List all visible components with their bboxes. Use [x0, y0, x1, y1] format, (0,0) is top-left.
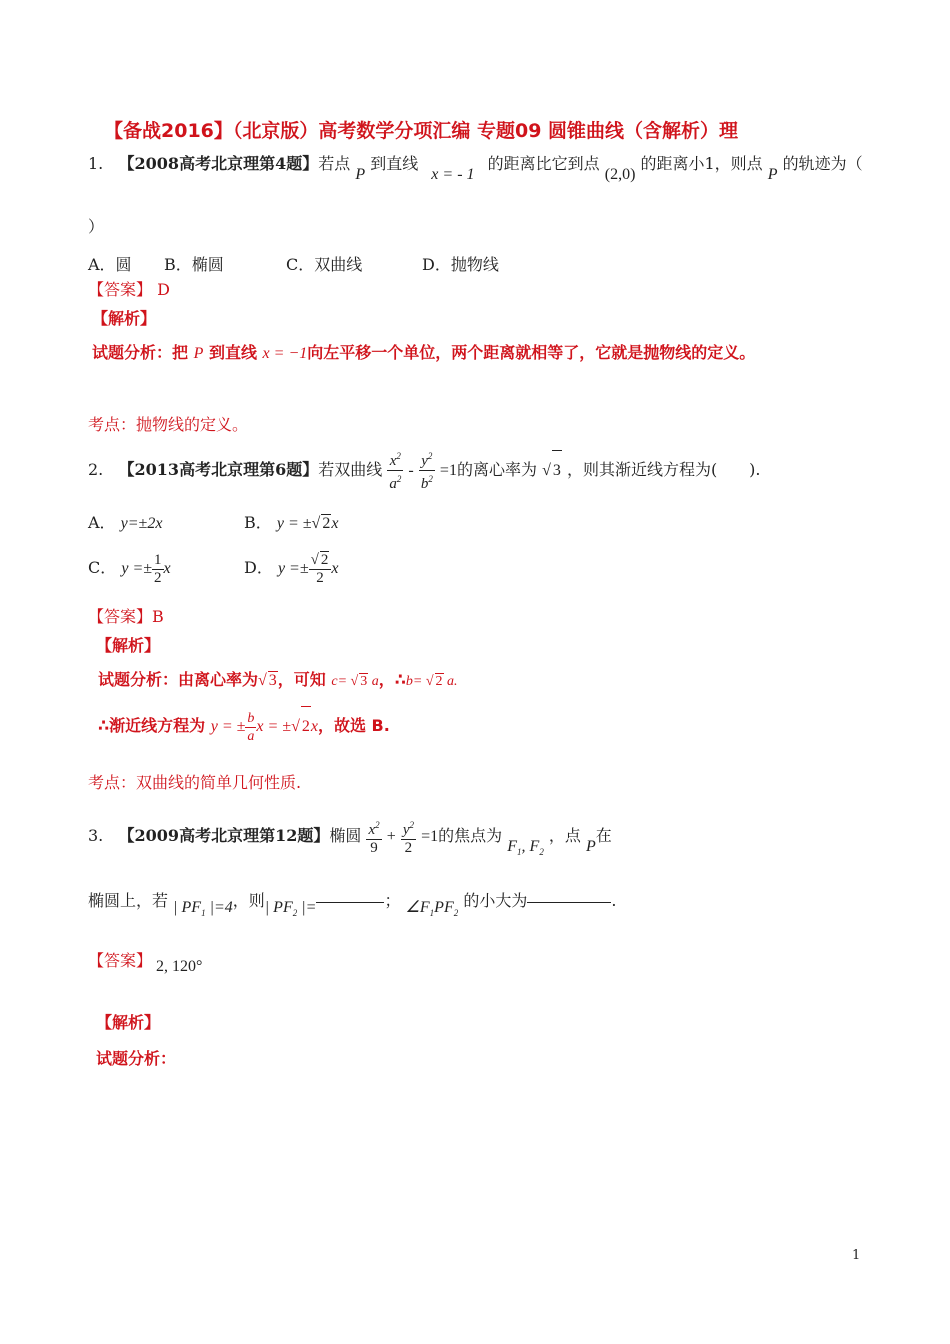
q2-answer-label: 【答案】: [88, 607, 153, 626]
q2-analysis-line1: [98, 667, 458, 690]
q2-option-d-label: D．: [244, 558, 273, 577]
q2-analysis-c-eq: c= √ 3 a: [331, 674, 379, 689]
q2-option-a: [88, 510, 162, 533]
q2-number: 2.: [88, 460, 104, 479]
q1-analysis-a: 试题分析：把: [92, 343, 189, 362]
q2-option-a-value: y=±2x: [120, 515, 163, 532]
q2-analysis-a: 试题分析：由离心率为: [98, 670, 259, 689]
q3-number: 3.: [88, 826, 104, 845]
q1-analysis: [92, 340, 755, 363]
q2-option-b-value: y = ±√ 2x: [276, 515, 339, 532]
q3-pf2-eq: | $PF_2$ |=: [264, 899, 317, 919]
q1-point: (2,0): [604, 166, 636, 183]
q2-option-c-label: C．: [88, 558, 117, 577]
q1-text-c: 的距离比它到点: [487, 154, 600, 173]
q1-var-p-2: P: [767, 166, 778, 183]
q2-sqrt3: √ 3: [542, 462, 562, 479]
q2-option-c: [88, 548, 171, 589]
q1-answer-label: 【答案】: [88, 280, 153, 299]
q2-equals-one: =1: [439, 462, 457, 479]
q3-text-h: 的小大为: [463, 891, 528, 910]
q2-text-c: ，则其渐近线方程为( ).: [566, 460, 761, 479]
q3-answer-value: 2, 120°: [156, 958, 203, 975]
q3-var-p: P: [586, 838, 596, 855]
q3-angle: $\angle F_1PF_2$: [405, 899, 459, 919]
q1-analysis-label: 【解析】: [92, 309, 157, 328]
q3-answer-label: 【答案】: [88, 951, 153, 970]
q3-plus: +: [386, 828, 396, 845]
q2-minus: -: [408, 462, 414, 479]
q3-source: 【2009高考北京理第12题】: [118, 826, 330, 845]
q2-option-b: [244, 510, 338, 533]
page-title: 【备战2016】（北京版）高考数学分项汇编 专题09 圆锥曲线（含解析）理: [104, 120, 739, 142]
q1-answer-value: D: [157, 280, 170, 299]
q3-text-a: 椭圆: [329, 826, 362, 845]
q2-option-b-label: B．: [244, 513, 272, 532]
q2-analysis-c: ，∴: [378, 670, 406, 689]
q1-analysis-c: x = −1: [262, 345, 308, 362]
q2-analysis-e: ，故选 B.: [317, 716, 390, 735]
q1-option-d: D．抛物线: [422, 255, 499, 274]
q1-number: 1.: [88, 154, 104, 173]
q1-analysis-p: P: [193, 345, 204, 362]
q3-blank-1[interactable]: [316, 901, 384, 903]
q3-frac-y2-2: $\frac{y^2}{2}$: [401, 817, 416, 857]
q1-close-paren: ）: [88, 217, 105, 236]
q2-analysis-d: ∴渐近线方程为: [98, 716, 206, 735]
q2-analysis-line2: [98, 706, 390, 747]
q3-text-b: 的焦点为: [438, 826, 503, 845]
q1-answer: [88, 277, 170, 300]
q1-text-a: 若点: [318, 154, 351, 173]
page-number: 1: [852, 1248, 861, 1263]
q1-source: 【2008高考北京理第4题】: [118, 154, 319, 173]
q3-pf1-eq: | $PF_1$ |=4: [173, 899, 233, 919]
q1-option-a: A．圆: [88, 255, 132, 274]
q3-line2: [88, 888, 616, 920]
q1-line: x = - 1: [431, 166, 475, 183]
q3-text-f: ，则: [232, 891, 265, 910]
q2-analysis-asymptote: y = ± $\frac{b}{a}$ x = ±√ 2x: [211, 718, 318, 735]
q3-analysis: 试题分析：: [96, 1049, 177, 1068]
q1-analysis-b: 到直线: [208, 343, 257, 362]
q3-analysis-label: 【解析】: [96, 1013, 161, 1032]
q1-text-b: 到直线: [370, 154, 419, 173]
question-2: [88, 448, 761, 493]
q3-foci: $F_1$, $F_2$: [507, 838, 544, 858]
q1-text-d: 的距离小1，则点: [640, 154, 763, 173]
q1-point-note: 考点：抛物线的定义。: [88, 415, 249, 434]
q1-text-e: 的轨迹为（: [782, 154, 863, 173]
q3-text-i: .: [611, 891, 617, 910]
q2-point-note: 考点：双曲线的简单几何性质.: [88, 773, 302, 792]
q2-text-b: 的离心率为: [456, 460, 537, 479]
q2-option-a-label: A．: [88, 513, 116, 532]
q3-text-e: 椭圆上，若: [88, 891, 169, 910]
q3-blank-2[interactable]: [527, 901, 611, 903]
q2-option-d: [244, 548, 338, 589]
q2-analysis-b: ，可知: [277, 670, 326, 689]
q2-option-d-value: y =± $\frac{√ 2}{2}$ x: [277, 552, 339, 587]
q1-option-b: B．椭圆: [164, 255, 224, 274]
q2-frac-y2-b2: $\frac{y^2}{b^2}$: [419, 448, 435, 493]
q2-source: 【2013高考北京理第6题】: [118, 460, 319, 479]
q3-text-g: ；: [384, 891, 401, 910]
question-3: [88, 816, 612, 862]
q2-answer-value: B: [152, 607, 164, 626]
q2-text-a: 若双曲线: [318, 460, 383, 479]
q1-analysis-d: 向左平移一个单位，两个距离就相等了，它就是抛物线的定义。: [307, 343, 756, 362]
q2-analysis-b-eq: b= √ 2 a.: [405, 674, 458, 689]
q3-text-c: ，点: [548, 826, 581, 845]
q2-answer: [88, 604, 164, 627]
q3-frac-x2-9: $\frac{x^2}{9}$: [366, 817, 381, 857]
q3-text-d: 在: [595, 826, 612, 845]
q2-analysis-label: 【解析】: [96, 636, 161, 655]
q1-option-c: C．双曲线: [286, 255, 363, 274]
question-1: [88, 152, 863, 183]
q2-option-c-value: y =± $\frac{1}{2}$ x: [121, 551, 171, 586]
q3-equals-one: =1: [421, 828, 439, 845]
q1-var-p: P: [355, 166, 366, 183]
q2-analysis-sqrt3: √ 3: [258, 672, 277, 689]
q2-frac-x2-a2: $\frac{x^2}{a^2}$: [387, 448, 403, 493]
